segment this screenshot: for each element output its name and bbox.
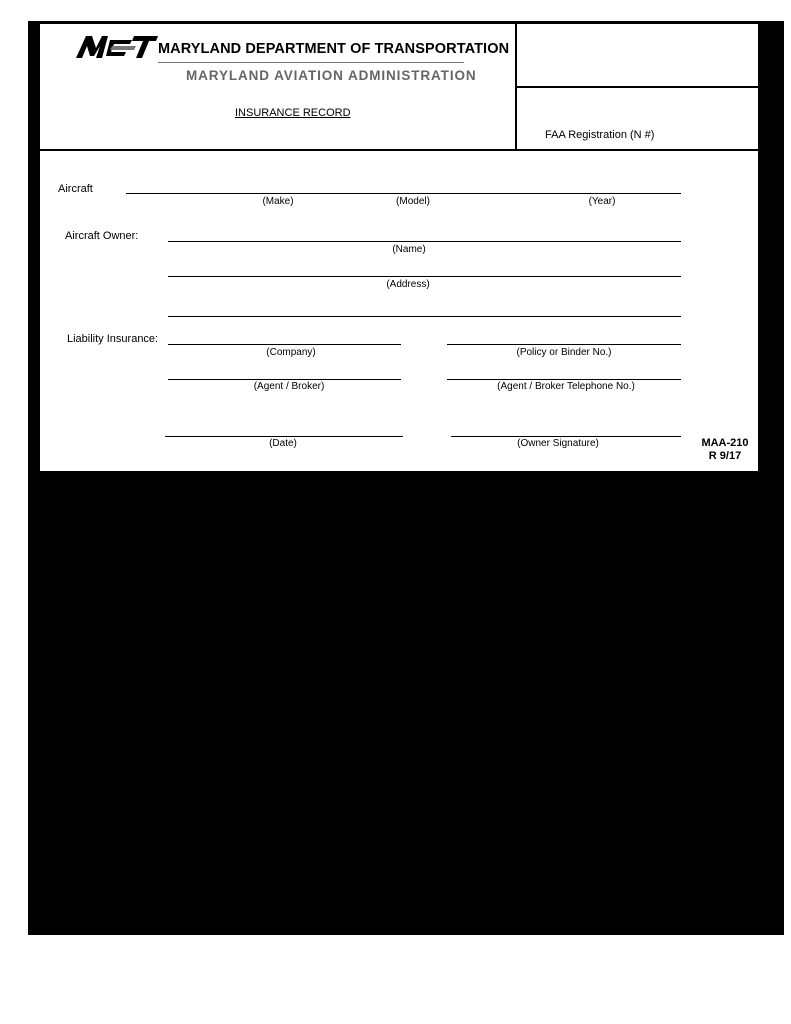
- faa-registration-label: FAA Registration (N #): [545, 129, 655, 141]
- form-number: MAA-210: [701, 437, 749, 449]
- date-caption: (Date): [269, 438, 297, 449]
- aircraft-label: Aircraft: [58, 183, 93, 195]
- company-line[interactable]: [168, 344, 401, 345]
- year-caption: (Year): [588, 196, 616, 207]
- address-caption: (Address): [386, 279, 430, 290]
- agent-phone-line[interactable]: [447, 379, 681, 380]
- header-divider: [40, 149, 758, 151]
- owner-signature-caption: (Owner Signature): [517, 438, 599, 449]
- date-line[interactable]: [165, 436, 403, 437]
- policy-caption: (Policy or Binder No.): [516, 347, 612, 358]
- owner-signature-line[interactable]: [451, 436, 681, 437]
- aircraft-owner-label: Aircraft Owner:: [65, 230, 139, 242]
- name-caption: (Name): [392, 244, 426, 255]
- liability-insurance-label: Liability Insurance:: [67, 333, 159, 345]
- form-revision: R 9/17: [708, 450, 742, 462]
- department-rule: [158, 62, 464, 63]
- department-name: MARYLAND DEPARTMENT OF TRANSPORTATION: [158, 41, 510, 57]
- agent-phone-caption: (Agent / Broker Telephone No.): [497, 381, 635, 392]
- company-caption: (Company): [266, 347, 316, 358]
- form-title: INSURANCE RECORD: [235, 107, 351, 119]
- aircraft-field-line[interactable]: [126, 193, 681, 194]
- mdot-logo-icon: [76, 34, 158, 60]
- make-caption: (Make): [262, 196, 294, 207]
- owner-address-line-2[interactable]: [168, 316, 681, 317]
- agent-caption: (Agent / Broker): [253, 381, 325, 392]
- mdot-logo: [76, 34, 158, 65]
- owner-address-line[interactable]: [168, 276, 681, 277]
- form-code: [697, 437, 753, 463]
- agent-line[interactable]: [168, 379, 401, 380]
- owner-name-line[interactable]: [168, 241, 681, 242]
- model-caption: (Model): [396, 196, 430, 207]
- administration-name: MARYLAND AVIATION ADMINISTRATION: [186, 68, 477, 83]
- policy-line[interactable]: [447, 344, 681, 345]
- registration-box-divider: [515, 86, 758, 88]
